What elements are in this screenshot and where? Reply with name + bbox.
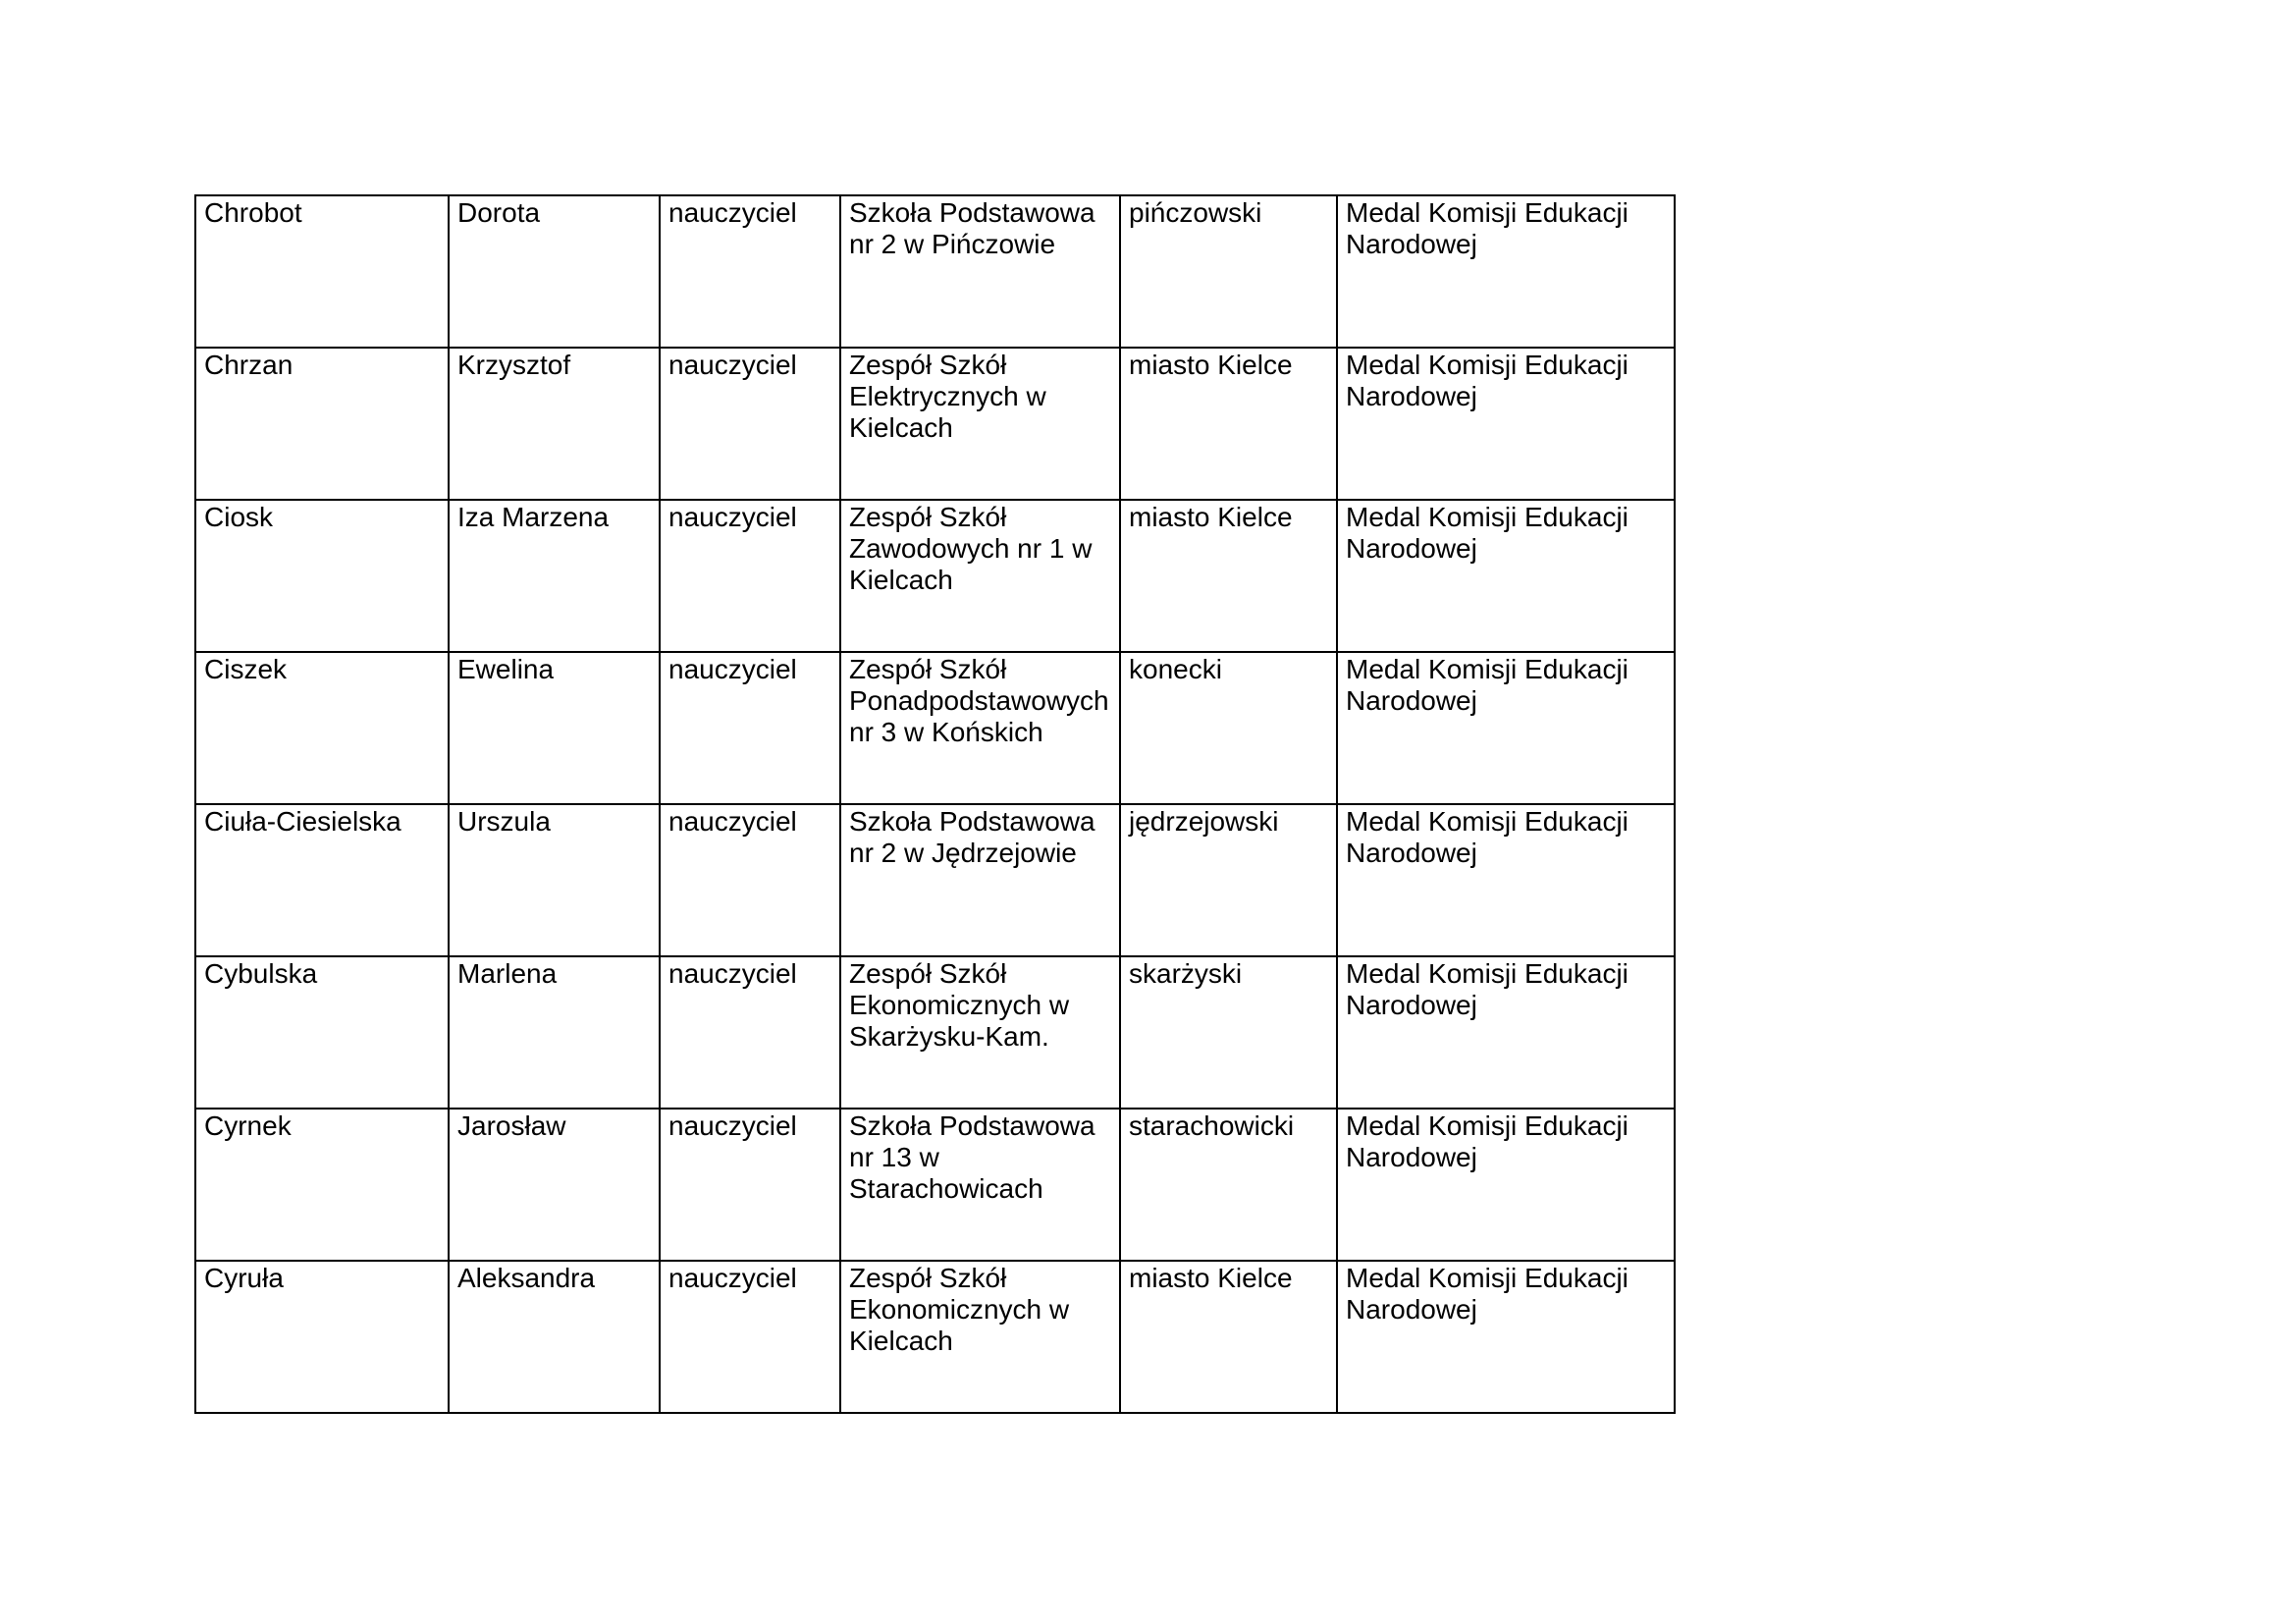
table-row (195, 500, 1675, 652)
award-cell: Medal Komisji Edukacji Narodowej (1337, 956, 1675, 1109)
county-cell: starachowicki (1120, 1109, 1337, 1261)
school-cell: Szkoła Podstawowa nr 2 w Pińczowie (840, 195, 1120, 348)
award-cell: Medal Komisji Edukacji Narodowej (1337, 500, 1675, 652)
county-cell: skarżyski (1120, 956, 1337, 1109)
awards-table (194, 194, 1676, 1414)
surname-cell: Cybulska (195, 956, 449, 1109)
table-row (195, 804, 1675, 956)
first-name-cell: Urszula (449, 804, 660, 956)
county-cell: miasto Kielce (1120, 500, 1337, 652)
position-cell: nauczyciel (660, 1109, 840, 1261)
county-cell: miasto Kielce (1120, 348, 1337, 500)
award-cell: Medal Komisji Edukacji Narodowej (1337, 195, 1675, 348)
awards-table-body (195, 195, 1675, 1413)
surname-cell: Cyruła (195, 1261, 449, 1413)
table-row (195, 1261, 1675, 1413)
first-name-cell: Marlena (449, 956, 660, 1109)
surname-cell: Ciszek (195, 652, 449, 804)
award-cell: Medal Komisji Edukacji Narodowej (1337, 1109, 1675, 1261)
table-row (195, 348, 1675, 500)
county-cell: miasto Kielce (1120, 1261, 1337, 1413)
award-cell: Medal Komisji Edukacji Narodowej (1337, 804, 1675, 956)
position-cell: nauczyciel (660, 348, 840, 500)
surname-cell: Ciuła-Ciesielska (195, 804, 449, 956)
position-cell: nauczyciel (660, 804, 840, 956)
award-cell: Medal Komisji Edukacji Narodowej (1337, 1261, 1675, 1413)
position-cell: nauczyciel (660, 956, 840, 1109)
school-cell: Szkoła Podstawowa nr 2 w Jędrzejowie (840, 804, 1120, 956)
first-name-cell: Krzysztof (449, 348, 660, 500)
school-cell: Szkoła Podstawowa nr 13 w Starachowicach (840, 1109, 1120, 1261)
surname-cell: Chrzan (195, 348, 449, 500)
position-cell: nauczyciel (660, 500, 840, 652)
table-row (195, 956, 1675, 1109)
school-cell: Zespół Szkół Ekonomicznych w Kielcach (840, 1261, 1120, 1413)
county-cell: pińczowski (1120, 195, 1337, 348)
surname-cell: Cyrnek (195, 1109, 449, 1261)
first-name-cell: Dorota (449, 195, 660, 348)
school-cell: Zespół Szkół Ekonomicznych w Skarżysku-Kam. (840, 956, 1120, 1109)
table-row (195, 195, 1675, 348)
county-cell: jędrzejowski (1120, 804, 1337, 956)
school-cell: Zespół Szkół Elektrycznych w Kielcach (840, 348, 1120, 500)
table-row (195, 652, 1675, 804)
position-cell: nauczyciel (660, 652, 840, 804)
position-cell: nauczyciel (660, 1261, 840, 1413)
award-cell: Medal Komisji Edukacji Narodowej (1337, 652, 1675, 804)
first-name-cell: Jarosław (449, 1109, 660, 1261)
school-cell: Zespół Szkół Ponadpodstawowych nr 3 w Końskich (840, 652, 1120, 804)
table-row (195, 1109, 1675, 1261)
first-name-cell: Ewelina (449, 652, 660, 804)
county-cell: konecki (1120, 652, 1337, 804)
surname-cell: Chrobot (195, 195, 449, 348)
school-cell: Zespół Szkół Zawodowych nr 1 w Kielcach (840, 500, 1120, 652)
position-cell: nauczyciel (660, 195, 840, 348)
first-name-cell: Iza Marzena (449, 500, 660, 652)
award-cell: Medal Komisji Edukacji Narodowej (1337, 348, 1675, 500)
first-name-cell: Aleksandra (449, 1261, 660, 1413)
surname-cell: Ciosk (195, 500, 449, 652)
